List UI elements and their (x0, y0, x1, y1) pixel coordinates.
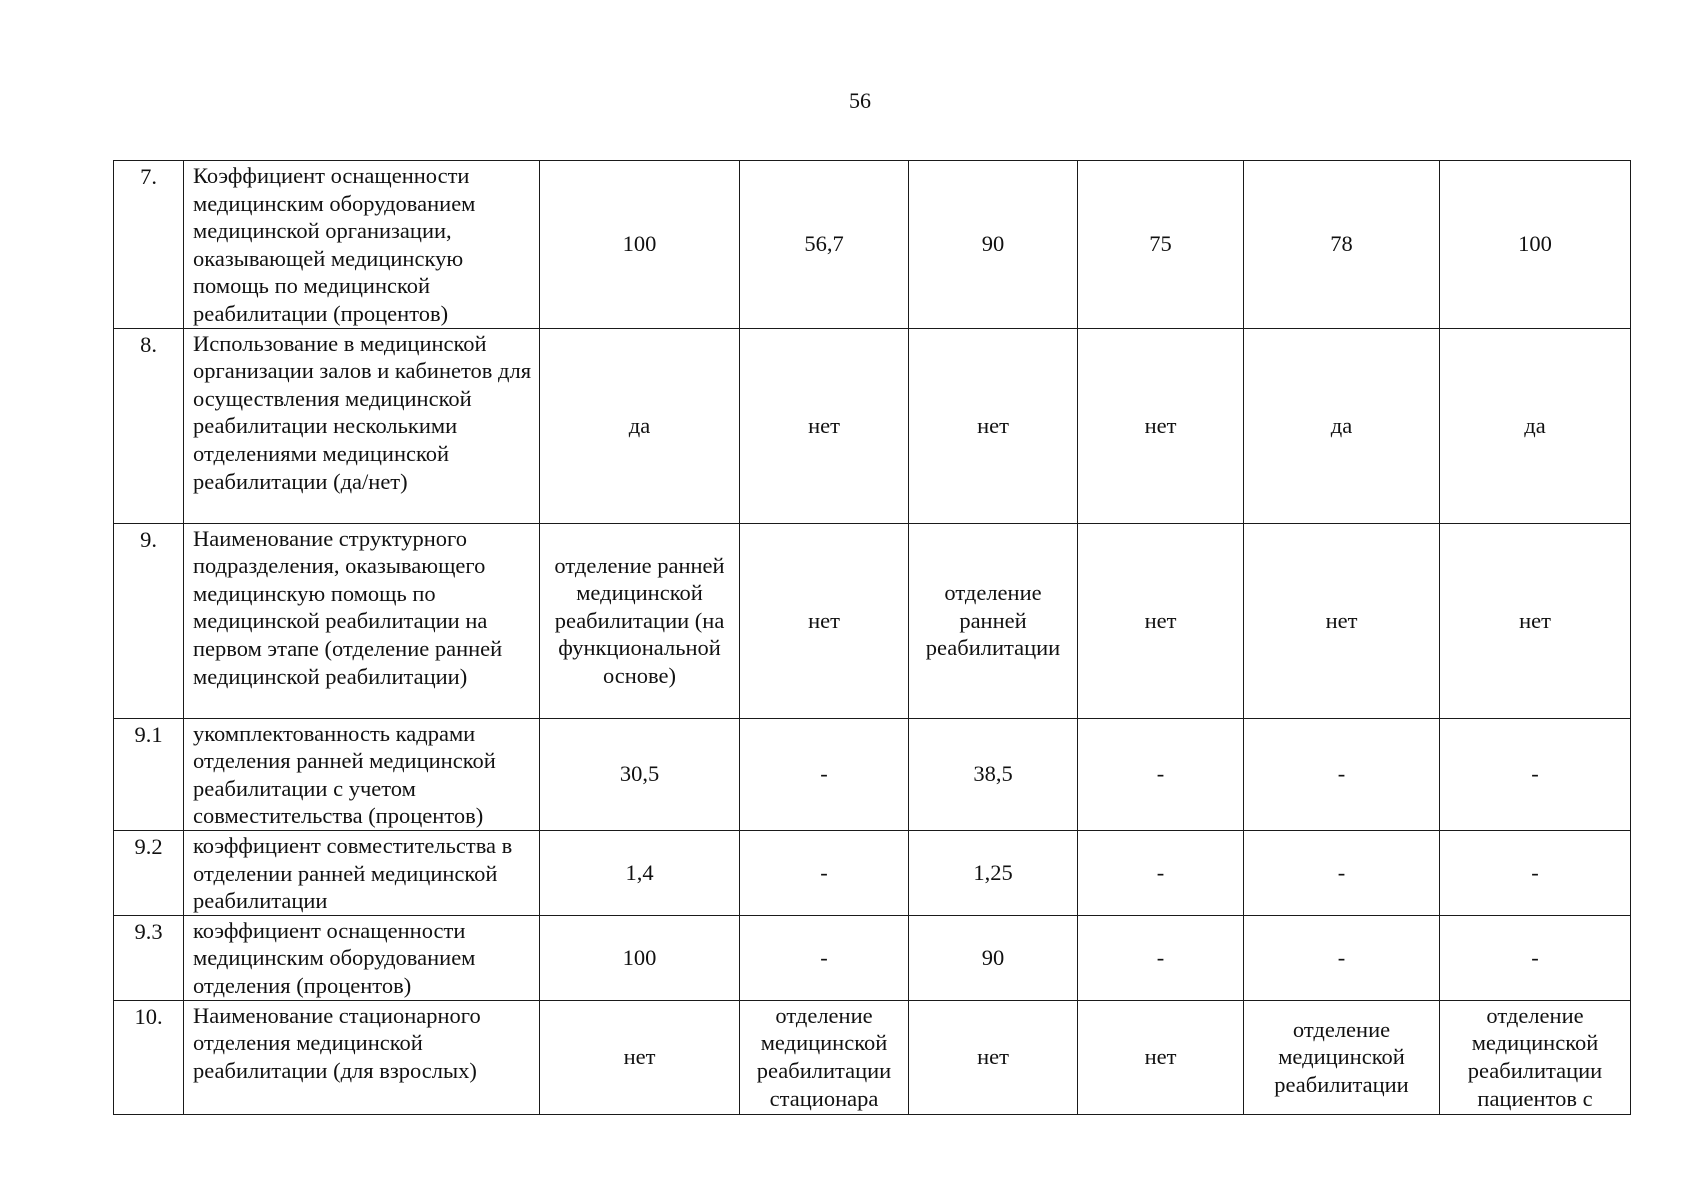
value-cell: - (1440, 830, 1631, 915)
value-cell: - (1244, 830, 1440, 915)
value-cell: нет (740, 523, 909, 718)
value-cell: да (1440, 328, 1631, 523)
value-cell: - (1078, 915, 1244, 1000)
value-cell: 75 (1078, 161, 1244, 329)
table-row (114, 161, 1631, 329)
value-cell: 38,5 (909, 718, 1078, 830)
indicator-name: Наименование структурного подразделения, оказывающего медицинскую помощь по медицинской реабилитации на первом этапе (отделение ранней медицинской реабилитации) (184, 523, 540, 718)
value-cell: нет (1078, 1000, 1244, 1114)
value-cell: - (740, 915, 909, 1000)
value-cell: 1,4 (540, 830, 740, 915)
value-cell: отделение ранней медицинской реабилитации (на функциональной основе) (540, 523, 740, 718)
value-cell: отделение медицинской реабилитации пациентов с (1440, 1000, 1631, 1114)
row-number: 8. (114, 328, 184, 523)
value-cell: нет (1440, 523, 1631, 718)
value-cell: нет (909, 328, 1078, 523)
value-cell: 100 (1440, 161, 1631, 329)
value-cell: 1,25 (909, 830, 1078, 915)
value-cell: нет (1078, 523, 1244, 718)
value-cell: нет (909, 1000, 1078, 1114)
table-row (114, 830, 1631, 915)
indicator-name: укомплектованность кадрами отделения ранней медицинской реабилитации с учетом совместительства (процентов) (184, 718, 540, 830)
indicator-name: Коэффициент оснащенности медицинским оборудованием медицинской организации, оказывающей медицинскую помощь по медицинской реабилитации (процентов) (184, 161, 540, 329)
value-cell: - (1078, 718, 1244, 830)
indicator-name: коэффициент совместительства в отделении ранней медицинской реабилитации (184, 830, 540, 915)
value-cell: - (1244, 915, 1440, 1000)
row-number: 9. (114, 523, 184, 718)
value-cell: 100 (540, 915, 740, 1000)
value-cell: - (740, 830, 909, 915)
value-cell: да (1244, 328, 1440, 523)
value-cell: 90 (909, 161, 1078, 329)
value-cell: нет (1078, 328, 1244, 523)
row-number: 10. (114, 1000, 184, 1114)
indicator-name: коэффициент оснащенности медицинским оборудованием отделения (процентов) (184, 915, 540, 1000)
value-cell: отделение медицинской реабилитации (1244, 1000, 1440, 1114)
value-cell: нет (1244, 523, 1440, 718)
value-cell: - (1078, 830, 1244, 915)
row-number: 9.2 (114, 830, 184, 915)
row-number: 9.1 (114, 718, 184, 830)
value-cell: - (1440, 718, 1631, 830)
row-number: 7. (114, 161, 184, 329)
value-cell: 30,5 (540, 718, 740, 830)
indicator-name: Использование в медицинской организации залов и кабинетов для осуществления медицинской реабилитации несколькими отделениями медицинской реабилитации (да/нет) (184, 328, 540, 523)
value-cell: отделение медицинской реабилитации стационара (740, 1000, 909, 1114)
value-cell: - (1440, 915, 1631, 1000)
value-cell: нет (540, 1000, 740, 1114)
value-cell: - (740, 718, 909, 830)
table-row (114, 1000, 1631, 1114)
value-cell: 100 (540, 161, 740, 329)
value-cell: 56,7 (740, 161, 909, 329)
value-cell: нет (740, 328, 909, 523)
indicator-name: Наименование стационарного отделения медицинской реабилитации (для взрослых) (184, 1000, 540, 1114)
table-row (114, 718, 1631, 830)
table-row (114, 328, 1631, 523)
table-row (114, 523, 1631, 718)
row-number: 9.3 (114, 915, 184, 1000)
value-cell: 78 (1244, 161, 1440, 329)
indicators-table (113, 160, 1631, 1115)
value-cell: 90 (909, 915, 1078, 1000)
table-row (114, 915, 1631, 1000)
value-cell: отделение ранней реабилитации (909, 523, 1078, 718)
page-number: 56 (849, 88, 871, 113)
value-cell: - (1244, 718, 1440, 830)
value-cell: да (540, 328, 740, 523)
